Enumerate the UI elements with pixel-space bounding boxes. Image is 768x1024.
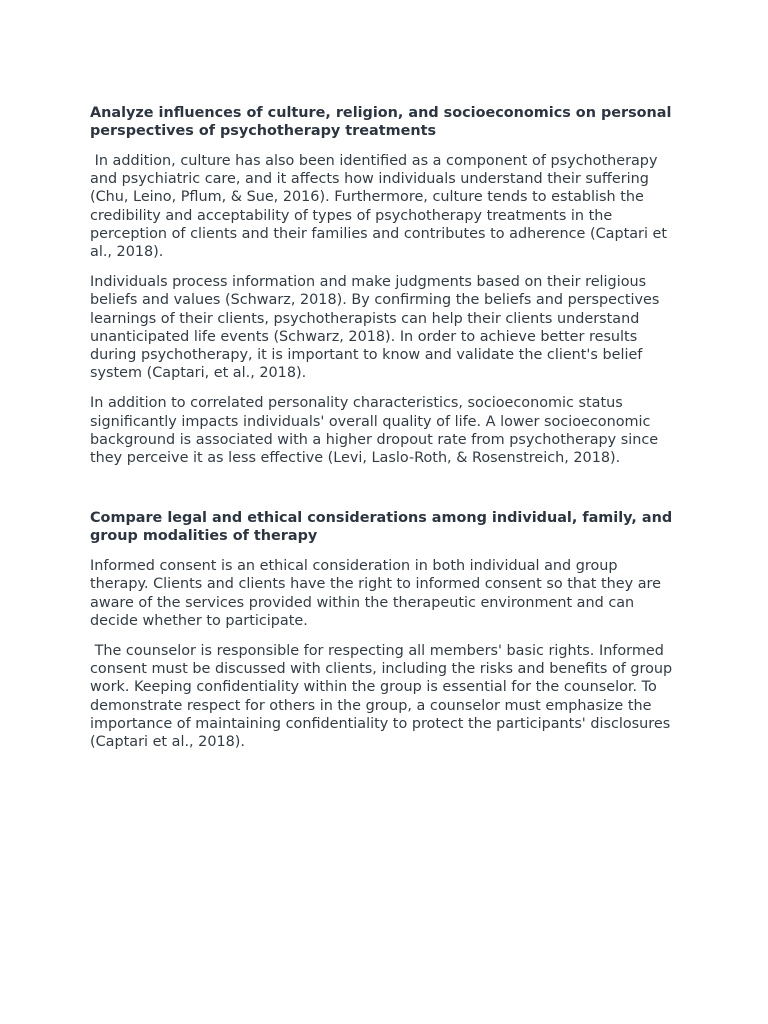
- paragraph: In addition to correlated personality characteristics, socioeconomic status significantly impacts individuals' overall quality of life. A lower socioeconomic background is associated with a higher dropout rate from psychotherapy since they perceive it as less effective (Levi, Laslo-Roth, & Rosenstreich, 2018).: [90, 395, 659, 467]
- section-legal-ethical-considerations: [90, 509, 680, 751]
- section-heading: Analyze influences of culture, religion, and socioeconomics on personal perspectives of psychotherapy treatments: [90, 105, 672, 139]
- paragraph: In addition, culture has also been identified as a component of psychotherapy and psychiatric care, and it affects how individuals understand their suffering (Chu, Leino, Pflum, & Sue, 2016). Furthermore, culture tends to establish the credibility and acceptability of types of psychotherapy treatments in the perception of clients and their families and contributes to adherence (Captari et al., 2018).: [90, 153, 672, 261]
- section-culture-religion-socioeconomics: [90, 104, 680, 467]
- paragraph: Informed consent is an ethical consideration in both individual and group therapy. Clients and clients have the right to informed consent so that they are aware of the services provided within the therapeutic environment and can decide whether to participate.: [90, 558, 661, 629]
- paragraph: The counselor is responsible for respecting all members' basic rights. Informed consent must be discussed with clients, including the risks and benefits of group work. Keeping confidentiality within the group is essential for the counselor. To demonstrate respect for others in the group, a counselor must emphasize the importance of maintaining confidentiality to protect the participants' disclosures (Captari et al., 2018).: [90, 643, 677, 751]
- section-heading: Compare legal and ethical considerations among individual, family, and group modalities of therapy: [90, 510, 673, 545]
- document-page: [90, 104, 680, 763]
- section-spacer: [90, 479, 680, 509]
- paragraph: Individuals process information and make judgments based on their religious beliefs and values (Schwarz, 2018). By confirming the beliefs and perspectives learnings of their clients, psychotherapists can help their clients understand unanticipated life events (Schwarz, 2018). In order to achieve better results during psychotherapy, it is important to know and validate the client's belief system (Captari, et al., 2018).: [90, 274, 660, 382]
